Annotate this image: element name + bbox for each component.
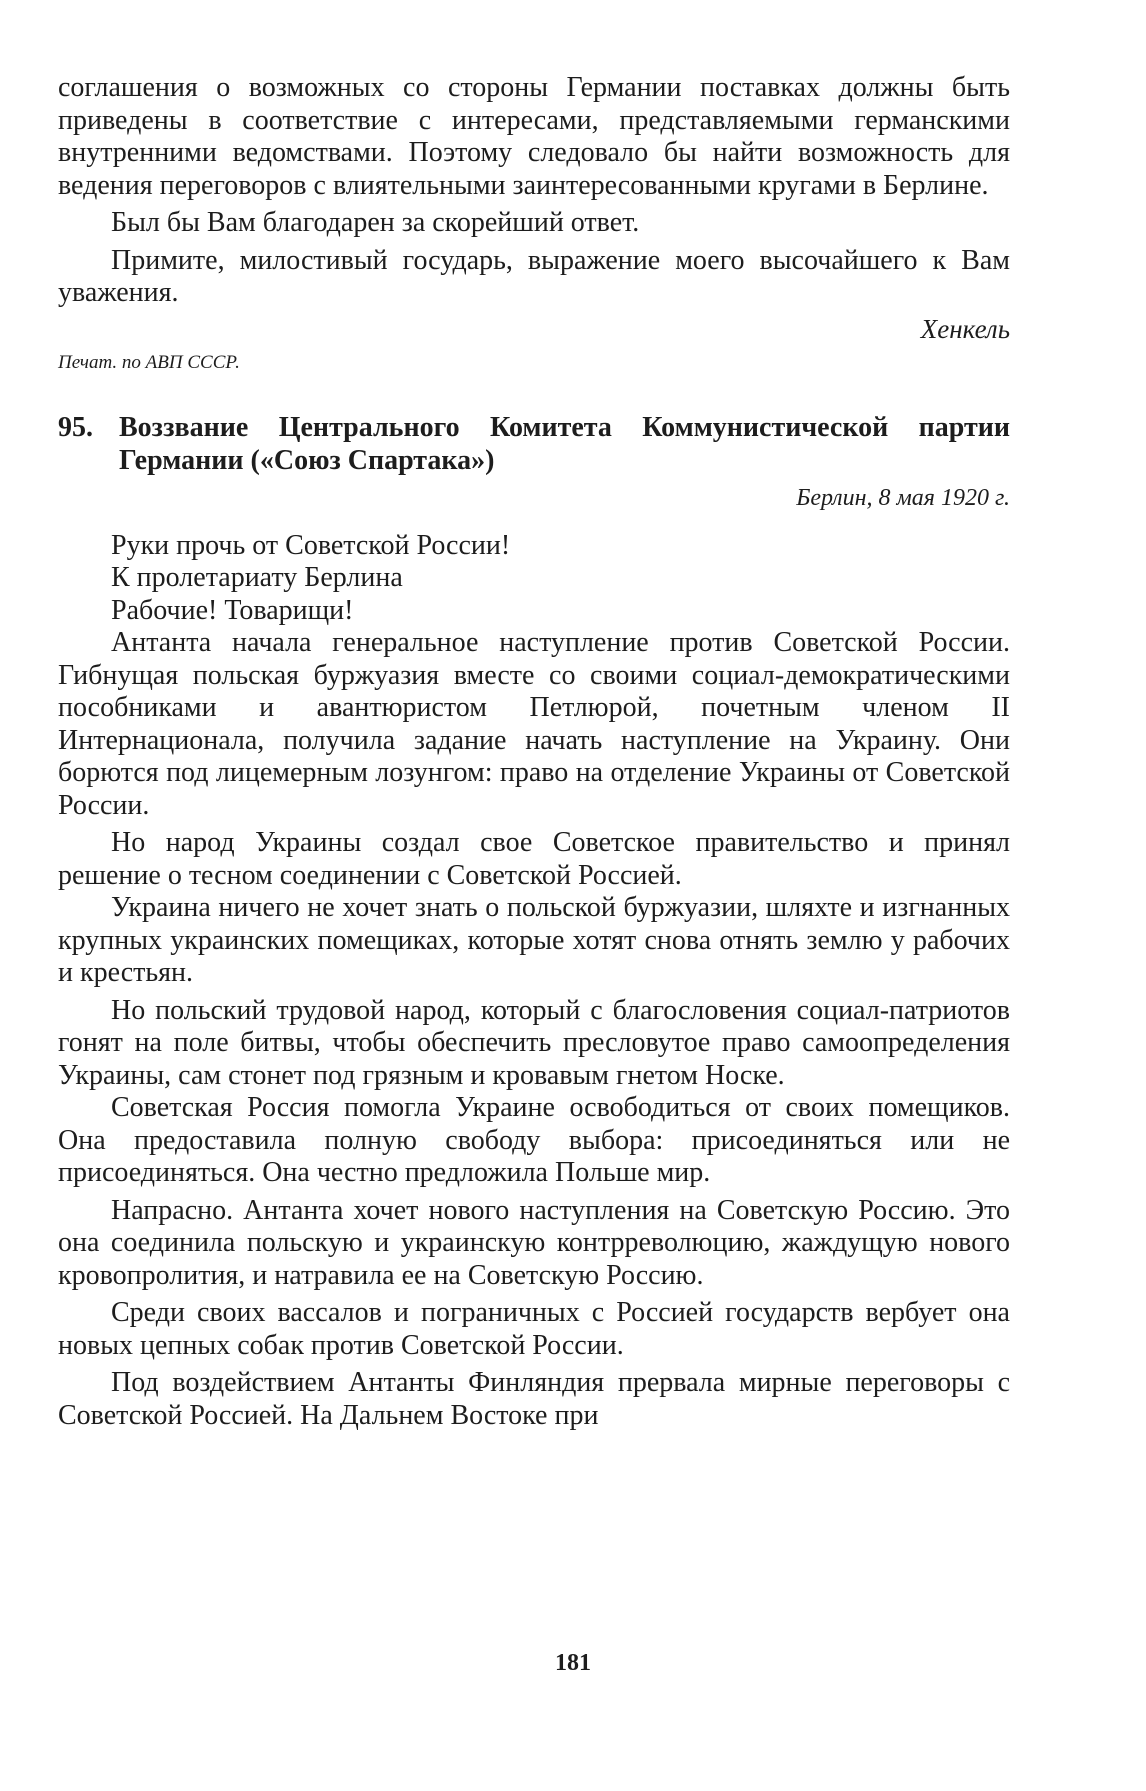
document-title: Воззвание Центрального Комитета Коммунистической партии Германии («Союз Спартака») xyxy=(119,411,1010,476)
letter-paragraph: соглашения о возможных со стороны Германии поставках должны быть приведены в соответствие с интересами, представляемыми германскими внутренними ведомствами. Поэтому следовало бы найти возможность для ведения переговоров с влиятельными заинтересованными кругами в Берлине. xyxy=(58,72,1010,201)
letter-closing: Примите, милостивый государь, выражение моего высочайшего к Вам уважения. xyxy=(58,244,1010,308)
page-number: 181 xyxy=(555,1650,591,1676)
body-paragraph: Украина ничего не хочет знать о польской буржуазии, шляхте и изгнанных крупных украинских помещиках, которые хотят снова отнять землю у рабочих и крестьян. xyxy=(58,892,1010,988)
body-paragraph: Под воздействием Антанты Финляндия прервала мирные переговоры с Советской Россией. На Дальнем Востоке при xyxy=(58,1367,1010,1431)
body-paragraph: Антанта начала генеральное наступление против Советской России. Гибнущая польская буржуазия вместе со своими социал-демократическими пособниками и авантюристом Петлюрой, почетным членом II Интернационала, получила задание начать наступление на Украину. Они борются под лицемерным лозунгом: право на отделение Украины от Советской России. xyxy=(58,627,1010,821)
body-paragraph: Напрасно. Антанта хочет нового наступления на Советскую Россию. Это она соединила польскую и украинскую контрреволюцию, жаждущую нового кровопролития, и натравила ее на Советскую Россию. xyxy=(58,1194,1010,1291)
dateline: Берлин, 8 мая 1920 г. xyxy=(796,484,1010,511)
document-heading xyxy=(58,411,1010,477)
page-body xyxy=(58,72,1010,1432)
slogan: К пролетариату Берлина xyxy=(111,562,403,593)
document-number: 95. xyxy=(58,411,93,443)
slogans xyxy=(58,530,1010,628)
body-paragraph: Советская Россия помогла Украине освободиться от своих помещиков. Она предоставила полную свободу выбора: присоединяться или не присоединяться. Она честно предложила Польше мир. xyxy=(58,1092,1010,1188)
body-paragraph: Но польский трудовой народ, который с благословения социал-патриотов гонят на поле битвы, чтобы обеспечить пресловутое право самоопределения Украины, сам стонет под грязным и кровавым гнетом Носке. xyxy=(58,994,1010,1091)
slogan: Руки прочь от Советской России! xyxy=(111,529,511,561)
body-paragraph: Но народ Украины создал свое Советское правительство и принял решение о тесном соединении с Советской Россией. xyxy=(58,827,1010,891)
letter-paragraph: Был бы Вам благодарен за скорейший ответ. xyxy=(111,207,640,238)
signature: Хенкель xyxy=(920,313,1010,344)
source-note: Печат. по АВП СССР. xyxy=(58,351,240,373)
body-paragraph: Среди своих вассалов и пограничных с Россией государств вербует она новых цепных собак против Советской России. xyxy=(58,1297,1010,1361)
salutation: Рабочие! Товарищи! xyxy=(111,594,354,626)
